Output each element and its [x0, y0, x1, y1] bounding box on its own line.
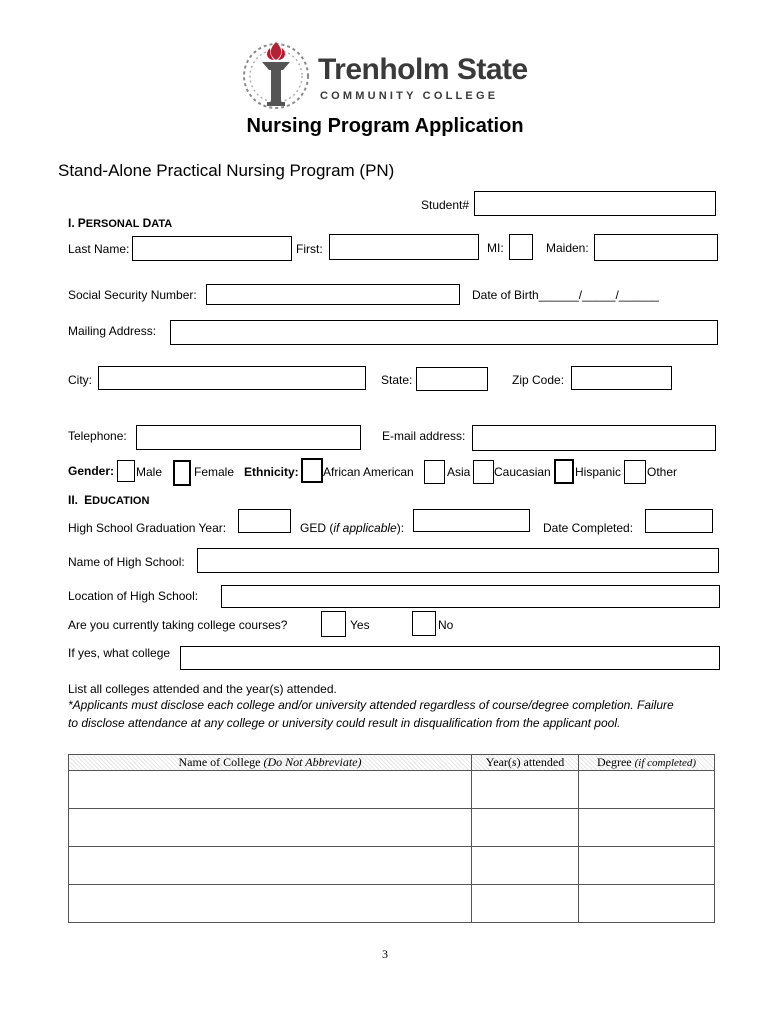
hs-location-input[interactable]	[221, 585, 720, 608]
ethnicity-african-american-checkbox[interactable]	[301, 458, 323, 483]
state-input[interactable]	[416, 367, 488, 391]
college-courses-question: Are you currently taking college courses?	[68, 618, 288, 632]
colleges-table	[68, 754, 715, 923]
page-number: 3	[382, 947, 388, 961]
if-yes-college-input[interactable]	[180, 646, 720, 670]
ethnicity-other-label: Other	[647, 465, 678, 479]
city-input[interactable]	[98, 366, 366, 390]
table-row	[69, 809, 715, 847]
list-colleges-intro: List all colleges attended and the year(s) attended.	[68, 682, 337, 696]
ethnicity-african-american-label: African American	[323, 465, 414, 479]
zip-code-input[interactable]	[571, 366, 672, 390]
ethnicity-asia-checkbox[interactable]	[424, 460, 445, 484]
telephone-label: Telephone:	[68, 429, 127, 443]
ssn-label: Social Security Number:	[68, 288, 197, 302]
mi-input[interactable]	[509, 234, 533, 260]
zip-code-label: Zip Code:	[512, 373, 565, 387]
hs-graduation-year-label: High School Graduation Year:	[68, 521, 227, 535]
ethnicity-hispanic-checkbox[interactable]	[554, 459, 574, 484]
logo-name: Trenholm State	[318, 53, 528, 86]
first-name-label: First:	[296, 242, 323, 256]
degree-cell[interactable]	[579, 809, 715, 847]
maiden-input[interactable]	[594, 234, 718, 261]
ssn-input[interactable]	[206, 284, 460, 305]
gender-female-label: Female	[194, 465, 235, 479]
years-attended-cell[interactable]	[472, 885, 579, 923]
years-attended-cell[interactable]	[472, 809, 579, 847]
date-completed-label: Date Completed:	[543, 521, 634, 535]
gender-label: Gender:	[68, 464, 115, 478]
college-name-cell[interactable]	[69, 771, 472, 809]
program-name: Stand-Alone Practical Nursing Program (PN)	[58, 161, 395, 180]
college-name-cell[interactable]	[69, 847, 472, 885]
ethnicity-other-checkbox[interactable]	[624, 460, 646, 484]
ethnicity-label: Ethnicity:	[244, 465, 299, 479]
college-logo	[236, 38, 536, 110]
college-name-cell[interactable]	[69, 885, 472, 923]
mailing-address-input[interactable]	[170, 320, 718, 345]
years-attended-cell[interactable]	[472, 771, 579, 809]
maiden-label: Maiden:	[546, 241, 589, 255]
col-degree: Degree (if completed)	[579, 755, 715, 771]
hs-location-label: Location of High School:	[68, 589, 199, 603]
mi-label: MI:	[487, 241, 504, 255]
email-label: E-mail address:	[382, 429, 466, 443]
degree-cell[interactable]	[579, 885, 715, 923]
city-label: City:	[68, 373, 92, 387]
section-personal-data: I. PERSONAL DATA	[68, 216, 173, 230]
disclosure-note-line-1: *Applicants must disclose each college and/or university attended regardless of course/degree completion. Failure	[68, 698, 674, 712]
disclosure-note-line-2: to disclose attendance at any college or university could result in disqualification from the applicant pool.	[68, 716, 621, 730]
student-number-label: Student#	[421, 198, 470, 212]
degree-cell[interactable]	[579, 847, 715, 885]
ethnicity-caucasian-checkbox[interactable]	[473, 460, 494, 484]
torch-icon	[236, 38, 316, 110]
table-row	[69, 847, 715, 885]
state-label: State:	[381, 373, 413, 387]
if-yes-college-label: If yes, what college	[68, 646, 171, 660]
college-courses-yes-label: Yes	[350, 618, 370, 632]
degree-cell[interactable]	[579, 771, 715, 809]
first-name-input[interactable]	[329, 234, 479, 260]
gender-male-checkbox[interactable]	[117, 460, 135, 482]
ethnicity-caucasian-label: Caucasian	[494, 465, 551, 479]
college-name-cell[interactable]	[69, 809, 472, 847]
table-header-row	[69, 755, 715, 771]
gender-female-checkbox[interactable]	[173, 460, 191, 486]
date-of-birth-label: Date of Birth______/_____/______	[472, 288, 659, 302]
college-courses-no-label: No	[438, 618, 454, 632]
hs-name-label: Name of High School:	[68, 555, 185, 569]
page-title: Nursing Program Application	[246, 115, 524, 137]
college-courses-yes-checkbox[interactable]	[321, 611, 346, 637]
years-attended-cell[interactable]	[472, 847, 579, 885]
logo-subtitle: COMMUNITY COLLEGE	[320, 90, 499, 102]
col-name-of-college: Name of College (Do Not Abbreviate)	[69, 755, 472, 771]
gender-male-label: Male	[136, 465, 163, 479]
last-name-input[interactable]	[132, 236, 292, 261]
hs-name-input[interactable]	[197, 548, 719, 573]
last-name-label: Last Name:	[68, 242, 130, 256]
student-number-input[interactable]	[474, 191, 716, 216]
table-row	[69, 771, 715, 809]
date-completed-input[interactable]	[645, 509, 713, 533]
col-years-attended: Year(s) attended	[472, 755, 579, 771]
table-row	[69, 885, 715, 923]
telephone-input[interactable]	[136, 425, 361, 450]
college-courses-no-checkbox[interactable]	[412, 611, 436, 636]
ged-label: GED (if applicable):	[300, 521, 405, 535]
hs-graduation-year-input[interactable]	[238, 509, 291, 533]
ged-input[interactable]	[413, 509, 530, 532]
mailing-address-label: Mailing Address:	[68, 324, 157, 338]
ethnicity-asia-label: Asia	[447, 465, 471, 479]
email-input[interactable]	[472, 425, 716, 451]
ethnicity-hispanic-label: Hispanic	[575, 465, 622, 479]
section-education: II. EDUCATION	[68, 493, 150, 507]
